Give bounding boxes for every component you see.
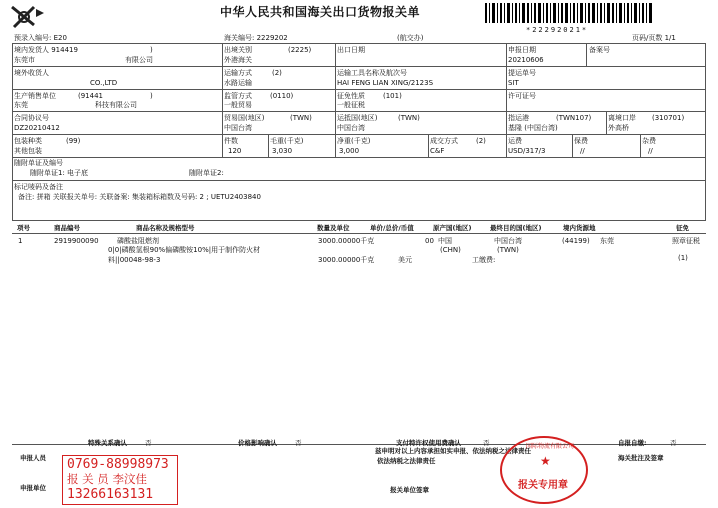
agent-stamp-name: 报 关 员 李汶佳 [67,472,147,486]
declare-date: 20210606 [508,56,544,64]
goods-header-price: 单价/总价/币值 [370,224,414,232]
customs-emblem-icon [8,3,48,31]
declarant-seal-label: 报关单位签章 [390,486,429,494]
deal-mode-code: (2) [476,137,486,145]
arrival-country-code: (TWN) [398,114,420,122]
goods-currency: 美元 [398,256,412,264]
exit-port2-label: 离境口岸 [608,114,636,122]
remarks-label: 标记唛码及备注 [14,183,63,191]
contract-no-label: 合同协议号 [14,114,49,122]
customs-declaration-seal [500,436,588,504]
pieces: 120 [228,147,242,155]
goods-source: 东莞 [600,237,614,245]
dest-port: 基隆 (中国台湾) [508,124,558,132]
vessel-label: 运输工具名称及航次号 [337,69,407,77]
levy-nature: 一般征税 [337,101,365,109]
bracket: ) [150,92,153,100]
record-no-label: 备案号 [589,46,610,54]
trade-country: 中国台湾 [224,124,252,132]
pieces-label: 件数 [224,137,238,145]
overseas-consignee-label: 境外收货人 [14,69,49,77]
doc1: 随附单证1: 电子底 [30,169,89,177]
goods-header-origin: 原产国(地区) [433,224,472,232]
doc2: 随附单证2: [189,169,224,177]
license-no-label: 许可证号 [508,92,536,100]
bill-no-label: 提运单号 [508,69,536,77]
goods-header-source: 境内货源地 [563,224,596,232]
gross-weight-label: 毛重(千克) [270,137,304,145]
goods-qty-2: 3000.00000千克 [318,256,375,264]
supervision-code: (0110) [270,92,294,100]
goods-header-name: 商品名称及规格型号 [136,224,195,232]
producer-label: 生产销售单位 [14,92,56,100]
goods-source-code: (44199) [562,237,590,245]
domestic-shipper-label: 境内发货人 914419 [14,46,78,54]
misc-fee: // [648,147,653,155]
seal-company: 国际物流有限公司 [526,443,575,450]
exit-port-label: 出境关别 [224,46,252,54]
supervision-label: 监管方式 [224,92,252,100]
supervision-mode: 一般贸易 [224,101,252,109]
goods-name: 磷酸盐阻燃剂 [117,237,159,245]
agent-stamp-mobile: 13266163131 [67,487,154,502]
package-label: 包装种类 [14,137,42,145]
exit-port-name: 外港海关 [224,56,252,64]
legal-statement: 兹申明对以上内容承担如实申报、依法纳税之法律责任 [375,447,531,455]
pre-entry-no: 预录入编号: E20 [14,34,67,42]
exit-port2-code: (310701) [652,114,685,122]
producer-company: 科技有限公司 [95,101,137,109]
producer-city: 东莞 [14,101,28,109]
special-relation-label: 特殊关系确认 [88,439,127,447]
goods-item-no: 1 [18,237,23,245]
gross-weight: 3,030 [272,147,293,155]
overseas-consignee: CO.,LTD [90,79,118,87]
goods-dest: 中国台湾 [494,237,522,245]
page-count: 页码/页数 1/1 [632,34,676,42]
dest-port-label: 指运港 [508,114,529,122]
goods-spec-1: 0|0|磷酸氢根90%偏磷酸铵10%|用于制作防火材 [108,246,261,254]
goods-dest-code: (TWN) [497,246,519,254]
remarks: 备注: 拼箱 关联报关单号: 关联备案: 集装箱标箱数及号码: 2 ; UETU2403840 [18,193,261,201]
goods-origin-code: (CHN) [440,246,461,254]
docs-label: 随附单证及编号 [14,159,63,167]
levy-nature-code: (101) [383,92,402,100]
exit-port2: 外高桥 [608,124,629,132]
goods-header-levy: 征免 [676,224,689,232]
declare-unit-label: 申报单位 [20,484,46,492]
self-report-value: 否 [670,439,677,447]
producer-code: (91441 [78,92,103,100]
form-title: 中华人民共和国海关出口货物报关单 [220,5,421,19]
barcode-number: *22292021* [526,26,589,34]
price-impact-label: 价格影响确认 [238,439,277,447]
goods-processing-fee: 工缴费: [472,256,496,264]
bracket: ) [150,46,153,54]
domestic-shipper-city: 东莞市 [14,56,35,64]
net-weight: 3,000 [339,147,360,155]
customs-no: 海关编号: 2229202 [224,34,288,42]
seal-text: 报关专用章 [518,480,568,491]
transport-mode-code: (2) [272,69,282,77]
freight: USD/317/3 [508,147,546,155]
insurance-label: 保费 [574,137,588,145]
arrival-country: 中国台湾 [337,124,365,132]
goods-code: 2919900090 [54,237,99,245]
deal-mode-label: 成交方式 [430,137,458,145]
insurance: // [580,147,585,155]
agent-stamp [62,455,178,505]
goods-header-code: 商品编号 [54,224,80,232]
arrival-country-label: 运抵国(地区) [337,114,378,122]
trade-country-label: 贸易国(地区) [224,114,265,122]
royalty-label: 支付特许权使用费确认 [396,439,461,447]
agent-stamp-phone: 0769-88998973 [67,457,169,472]
goods-origin: 中国 [438,237,452,245]
contract-no: DZ20210412 [14,124,60,132]
customs-remark-label: 海关批注及签章 [618,454,664,462]
deal-mode: C&F [430,147,445,155]
goods-levy-code: (1) [678,254,688,262]
goods-price: 00 [425,237,434,245]
package-code: (99) [66,137,81,145]
goods-spec-2: 料||00048-98-3 [108,256,161,264]
self-report-label: 自报自缴: [618,439,647,447]
royalty-value: 否 [483,439,490,447]
goods-levy: 照章征税 [672,237,700,245]
misc-fee-label: 杂费 [642,137,656,145]
goods-header-item: 项号 [17,224,30,232]
net-weight-label: 净重(千克) [337,137,371,145]
bill-no: SIT [508,79,519,87]
transport-mode: 水路运输 [224,79,252,87]
special-relation-value: 否 [145,439,152,447]
levy-nature-label: 征免性质 [337,92,365,100]
goods-header-qty: 数量及单位 [317,224,350,232]
goods-header-dest: 最终目的国(地区) [490,224,542,232]
goods-qty-1: 3000.00000千克 [318,237,375,245]
transport-mode-label: 运输方式 [224,69,252,77]
seal-star-icon: ★ [540,454,551,468]
exit-port-code: (2225) [288,46,312,54]
export-date-label: 出口日期 [337,46,365,54]
vessel: HAI FENG LIAN XING/2123S [337,79,434,87]
legal-statement-short: 依法纳税之法律责任 [377,457,436,465]
customs-agent: (航交办) [397,34,424,42]
trade-country-code: (TWN) [290,114,312,122]
package-type: 其他包装 [14,147,42,155]
declare-date-label: 申报日期 [508,46,536,54]
price-impact-value: 否 [295,439,302,447]
barcode-icon [485,3,653,23]
dest-port-code: (TWN107) [556,114,592,122]
declarant-label: 申报人员 [20,454,46,462]
domestic-shipper-company: 有限公司 [125,56,153,64]
freight-label: 运费 [508,137,522,145]
